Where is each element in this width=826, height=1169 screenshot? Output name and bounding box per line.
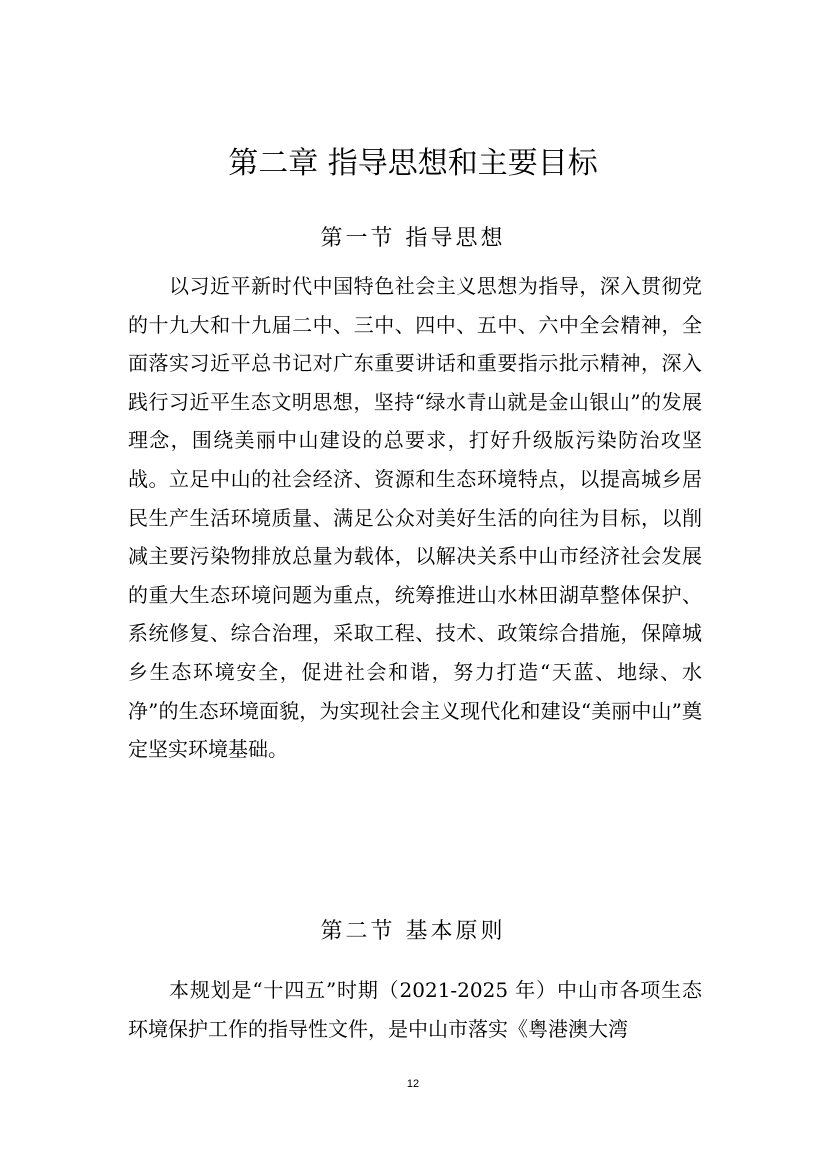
section-title-basic-principles: 第二节 基本原则 <box>320 919 506 944</box>
section-title-guiding-ideology: 第一节 指导思想 <box>320 226 506 251</box>
guiding-ideology-paragraph: 以习近平新时代中国特色社会主义思想为指导，深入贯彻党的十九大和十九届二中、三中、四中、五中、六中全会精神，全面落实习近平总书记对广东重要讲话和重要指示批示精神，深入践行习近平生态文明思想，坚持“绿水青山就是金山银山”的发展理念，围绕美丽中山建设的总要求，打好升级版污染防治攻坚战。立足中山的社会经济、资源和生态环境特点，以提高城乡居民生产生活环境质量、满足公众对美好生活的向往为目标，以削减主要污染物排放总量为载体，以解决关系中山市经济社会发展的重大生态环境问题为重点，统筹推进山水林田湖草整体保护、系统修复、综合治理，采取工程、技术、政策综合措施，保障城乡生态环境安全，促进社会和谐，努力打造“天蓝、地绿、水净”的生态环境面貌，为实现社会主义现代化和建设“美丽中山”奠定坚实环境基础。 <box>128 274 702 762</box>
page-number: 12 <box>406 1078 420 1090</box>
basic-principles-paragraph: 本规划是“十四五”时期（2021-2025 年）中山市各项生态环境保护工作的指导性文件，是中山市落实《粤港澳大湾 <box>128 978 702 1041</box>
chapter-title: 第二章 指导思想和主要目标 <box>228 146 598 181</box>
